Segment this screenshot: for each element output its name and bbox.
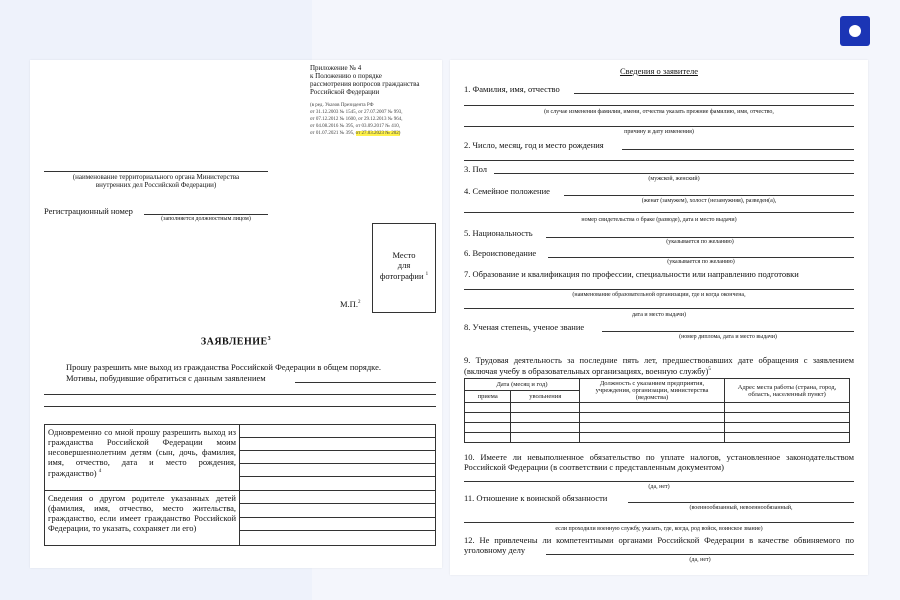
amendment-line: от 31.12.2003 № 1545, от 27.07.2007 № 993, xyxy=(310,110,403,115)
other-parent-cell-label: Сведения о другом родителе указанных детей (фамилия, имя, отчество, место жительства, гражданство, если имеет гражданство Российской Федерации, то указать, сохраняет ли его) xyxy=(45,491,240,546)
amendment-line: от 04.08.2016 № 395, от 03.09.2017 № 410, xyxy=(310,124,401,129)
children-label-text: Одновременно со мной прошу разрешить выход из гражданства Российской Федерации моим несовершеннолетним детям (сын, дочь, фамилия, имя, отчество, дата и место рождения, гражданство) xyxy=(48,427,236,478)
military-input-line[interactable] xyxy=(628,502,854,503)
column-header-position: Должность с указанием предприятия, учреждения, организации, министерства (ведомства) xyxy=(580,379,725,403)
footnote-mark: 4 xyxy=(98,469,102,474)
children-input-cell[interactable] xyxy=(240,477,436,491)
appendix-header xyxy=(310,64,440,96)
field-note: если проходили военную службу, указать, где, когда, род войск, воинское звание) xyxy=(555,526,763,532)
table-cell[interactable] xyxy=(511,403,580,413)
motives-input-line[interactable] xyxy=(44,394,436,395)
motives-input-line[interactable] xyxy=(44,406,436,407)
table-cell[interactable] xyxy=(465,403,511,413)
children-input-cell[interactable] xyxy=(240,425,436,438)
education-input-line[interactable] xyxy=(464,308,854,309)
column-header-dismissal: увольнения xyxy=(511,391,580,403)
labor-label-text: 9. Трудовая деятельность за последние пять лет, предшествовавших дате обращения с заявлением (включая учебу в образовательных организациях, военную службу) xyxy=(464,355,854,376)
field-label-full-name: 1. Фамилия, имя, отчество xyxy=(464,84,560,94)
application-heading xyxy=(30,336,442,347)
amendment-line: от 07.12.2012 № 1600, от 29.12.2013 № 964, xyxy=(310,117,403,122)
table-row xyxy=(465,403,850,413)
marital-input-line[interactable] xyxy=(464,212,854,213)
children-cell-label xyxy=(45,425,240,491)
photo-label: фотографии xyxy=(379,270,424,281)
field-note: (мужской, женский) xyxy=(648,176,700,182)
field-label-taxes: 10. Имеете ли невыполненное обязательство по уплате налогов, установленное законодательством Российской Федерации (в соответствии с представленным документом) xyxy=(464,452,854,472)
footnote-mark: 2 xyxy=(357,300,361,305)
motives-label: Мотивы, побудившие обратиться с данным заявлением xyxy=(66,373,266,383)
appendix-line: рассмотрения вопросов гражданства xyxy=(310,80,420,88)
application-page-left xyxy=(30,60,442,568)
request-text: Прошу разрешить мне выход из гражданства Российской Федерации в общем порядке. xyxy=(66,362,381,372)
table-cell[interactable] xyxy=(725,413,850,423)
nationality-input-line[interactable] xyxy=(546,237,854,238)
appendix-line: Российской Федерации xyxy=(310,88,380,96)
field-label-education: 7. Образование и квалификация по профессии, специальности или направлению подготовки xyxy=(464,269,799,279)
appendix-line: к Положению о порядке xyxy=(310,72,382,80)
table-row xyxy=(465,423,850,433)
field-label-marital: 4. Семейное положение xyxy=(464,186,550,196)
table-cell[interactable] xyxy=(511,423,580,433)
motives-input-line[interactable] xyxy=(295,382,436,383)
table-cell[interactable] xyxy=(725,403,850,413)
registration-input-line[interactable] xyxy=(144,214,268,215)
photo-label: для xyxy=(397,260,411,270)
stamp-place-label: М.П. xyxy=(340,298,358,309)
organ-line xyxy=(44,171,268,172)
full-name-input-line[interactable] xyxy=(464,105,854,106)
photo-label: Место xyxy=(392,250,416,260)
table-cell[interactable] xyxy=(580,433,725,443)
table-cell[interactable] xyxy=(465,433,511,443)
footnote-mark: 5 xyxy=(708,367,711,372)
birth-input-line[interactable] xyxy=(622,149,854,150)
field-label-military: 11. Отношение к воинской обязанности xyxy=(464,493,608,503)
amendments xyxy=(310,102,440,137)
organ-caption-line: внутренних дел Российской Федерации) xyxy=(95,181,217,189)
table-cell[interactable] xyxy=(511,433,580,443)
field-label-religion: 6. Вероисповедание xyxy=(464,248,537,258)
table-cell[interactable] xyxy=(725,433,850,443)
children-input-cell[interactable] xyxy=(240,451,436,464)
field-note: (да, нет) xyxy=(689,557,711,563)
appendix-title: Приложение № 4 xyxy=(310,64,362,72)
children-input-cell[interactable] xyxy=(240,438,436,451)
column-header-date: Дата (месяц и год) xyxy=(465,379,580,391)
field-note: номер свидетельства о браке (разводе), дата и место выдачи) xyxy=(581,217,737,223)
amendment-line: от 01.07.2021 № 395, xyxy=(310,131,356,136)
field-note: причину и дату изменения) xyxy=(624,129,694,135)
table-cell[interactable] xyxy=(580,423,725,433)
field-label-nationality: 5. Национальность xyxy=(464,228,533,238)
table-row xyxy=(465,433,850,443)
footnote-mark: 3 xyxy=(267,336,272,342)
birth-input-line[interactable] xyxy=(464,160,854,161)
education-input-line[interactable] xyxy=(464,289,854,290)
field-note: (указывается по желанию) xyxy=(667,259,735,265)
field-label-sex: 3. Пол xyxy=(464,164,488,174)
field-note: (военнообязанный, невоеннообязанный, xyxy=(689,505,793,511)
column-header-hire: приема xyxy=(465,391,511,403)
other-parent-input-cell[interactable] xyxy=(240,491,436,504)
section-heading: Сведения о заявителе xyxy=(619,66,698,76)
field-note: (да, нет) xyxy=(648,484,670,490)
organ-caption-line: (наименование территориального органа Министерства xyxy=(72,173,240,181)
table-cell[interactable] xyxy=(465,413,511,423)
field-note: дата и место выдачи) xyxy=(631,312,686,318)
religion-input-line[interactable] xyxy=(548,257,854,258)
table-cell[interactable] xyxy=(465,423,511,433)
field-label-birth: 2. Число, месяц, год и место рождения xyxy=(464,140,604,150)
table-cell[interactable] xyxy=(725,423,850,433)
organ-caption xyxy=(44,173,268,189)
table-row xyxy=(465,413,850,423)
marital-input-line[interactable] xyxy=(564,195,854,196)
labor-table xyxy=(464,378,850,443)
amendment-line: (в ред. Указов Президента РФ xyxy=(310,103,374,108)
taxes-input-line[interactable] xyxy=(464,481,854,482)
applicant-info-page xyxy=(450,60,868,575)
brand-logo-icon[interactable] xyxy=(840,16,870,46)
field-note: (в случае изменения фамилии, имени, отчества указать прежние фамилию, имя, отчество, xyxy=(544,109,774,115)
table-cell[interactable] xyxy=(580,403,725,413)
degree-input-line[interactable] xyxy=(602,331,854,332)
field-note: (номер диплома, дата и место выдачи) xyxy=(679,334,777,340)
amendment-highlight: от 27.03.2023 № 202) xyxy=(355,131,401,136)
children-input-cell[interactable] xyxy=(240,464,436,477)
table-cell[interactable] xyxy=(580,413,725,423)
photo-box xyxy=(372,223,436,313)
field-note: (женат (замужем), холост (незамужняя), разведен(а), xyxy=(641,198,777,204)
heading-text: ЗАЯВЛЕНИЕ xyxy=(200,336,268,348)
column-header-address: Адрес места работы (страна, город, область, населенный пункт) xyxy=(725,379,850,403)
table-cell[interactable] xyxy=(511,413,580,423)
other-parent-input-cell[interactable] xyxy=(240,504,436,517)
criminal-input-line[interactable] xyxy=(546,554,854,555)
registration-label: Регистрационный номер xyxy=(44,206,133,216)
children-table xyxy=(44,424,436,546)
field-note: (наименование образовательной организации, где и когда окончена, xyxy=(572,292,746,298)
field-note: (указывается по желанию) xyxy=(666,239,734,245)
name-change-input-line[interactable] xyxy=(464,126,854,127)
footnote-mark: 1 xyxy=(425,272,429,277)
registration-note: (заполняется должностным лицом) xyxy=(161,216,251,222)
field-label-criminal: 12. Не привлечены ли компетентными органами Российской Федерации в качестве обвиняемого по уголовному делу xyxy=(464,535,854,555)
full-name-input-line[interactable] xyxy=(574,93,854,94)
other-parent-input-cell[interactable] xyxy=(240,517,436,530)
sex-input-line[interactable] xyxy=(494,173,854,174)
field-label-labor xyxy=(464,355,854,376)
other-parent-input-cell[interactable] xyxy=(240,531,436,546)
military-input-line[interactable] xyxy=(464,522,854,523)
field-label-degree: 8. Ученая степень, ученое звание xyxy=(464,322,585,332)
